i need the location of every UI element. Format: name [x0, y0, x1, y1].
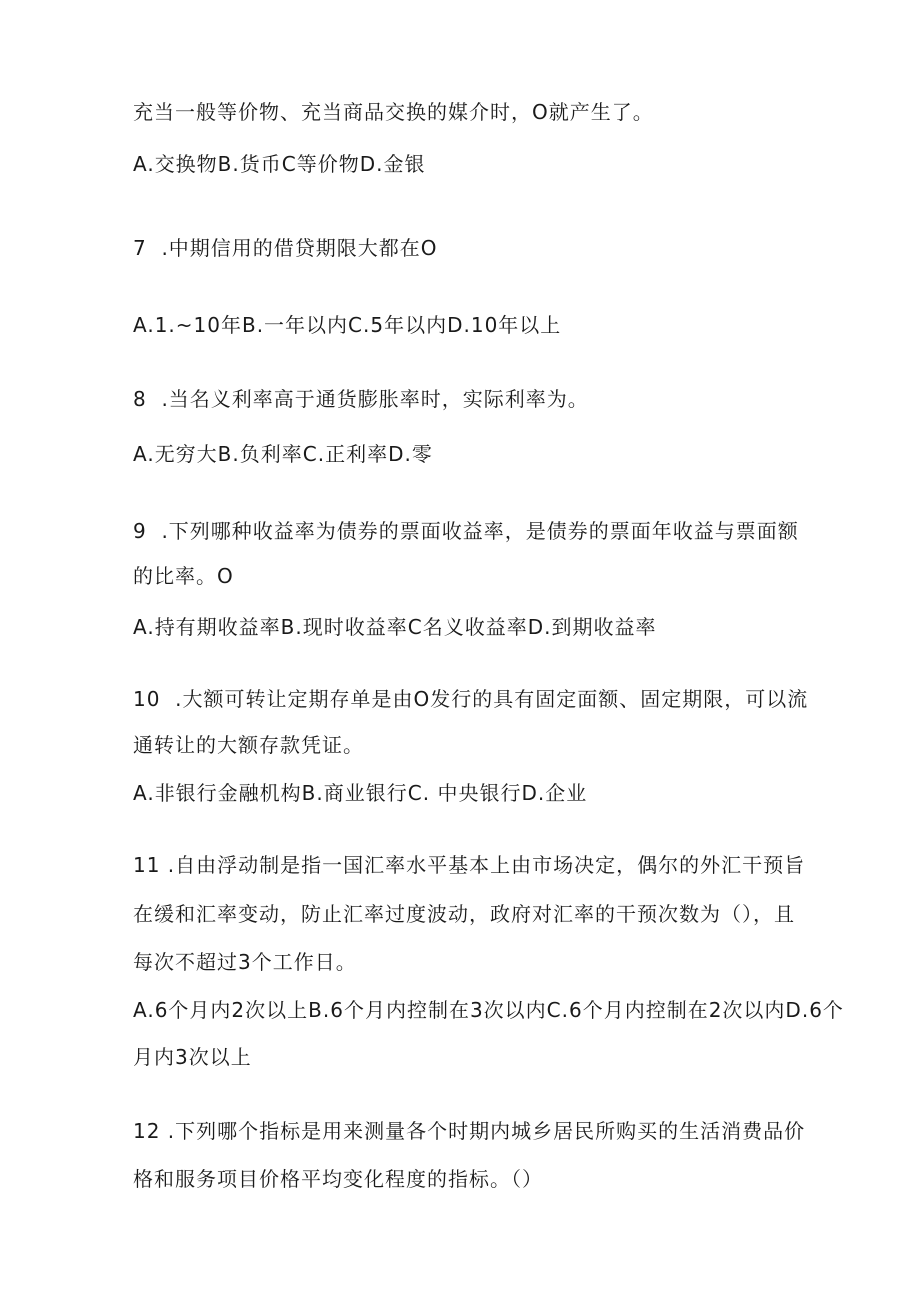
question-11-stem-line-2: 在缓和汇率变动，防止汇率过度波动，政府对汇率的干预次数为（），且: [133, 902, 795, 926]
question-12-stem-line-2: 格和服务项目价格平均变化程度的指标。（）: [133, 1167, 543, 1191]
question-10-stem-line-2: 通转让的大额存款凭证。: [133, 733, 364, 757]
question-11-stem-line-1: 11 .自由浮动制是指一国汇率水平基本上由市场决定，偶尔的外汇干预旨: [133, 853, 806, 877]
question-11-options-line-1: A.6个月内2次以上B.6个月内控制在3次以内C.6个月内控制在2次以内D.6个: [133, 998, 844, 1022]
question-9-stem-line-1: 9 .下列哪种收益率为债券的票面收益率，是债券的票面年收益与票面额: [133, 519, 799, 543]
question-6-options: A.交换物B.货币C等价物D.金银: [133, 152, 426, 176]
question-7-options: A.1.~10年B.一年以内C.5年以内D.10年以上: [133, 313, 562, 337]
question-9-options: A.持有期收益率B.现时收益率C名义收益率D.到期收益率: [133, 615, 657, 639]
question-9-stem-line-2: 的比率。O: [133, 564, 234, 588]
question-11-options-line-2: 月内3次以上: [133, 1045, 252, 1069]
question-8-options: A.无穷大B.负利率C.正利率D.零: [133, 442, 433, 466]
question-8-stem: 8 .当名义利率高于通货膨胀率时，实际利率为。: [133, 387, 589, 411]
question-10-stem-line-1: 10 .大额可转让定期存单是由O发行的具有固定面额、固定期限，可以流: [133, 687, 809, 711]
question-7-stem: 7 .中期信用的借贷期限大都在O: [133, 236, 438, 260]
question-6-stem: 充当一般等价物、充当商品交换的媒介时，O就产生了。: [133, 100, 654, 124]
question-12-stem-line-1: 12 .下列哪个指标是用来测量各个时期内城乡居民所购买的生活消费品价: [133, 1119, 806, 1143]
question-10-options: A.非银行金融机构B.商业银行C. 中央银行D.企业: [133, 781, 588, 805]
question-11-stem-line-3: 每次不超过3个工作日。: [133, 950, 357, 974]
